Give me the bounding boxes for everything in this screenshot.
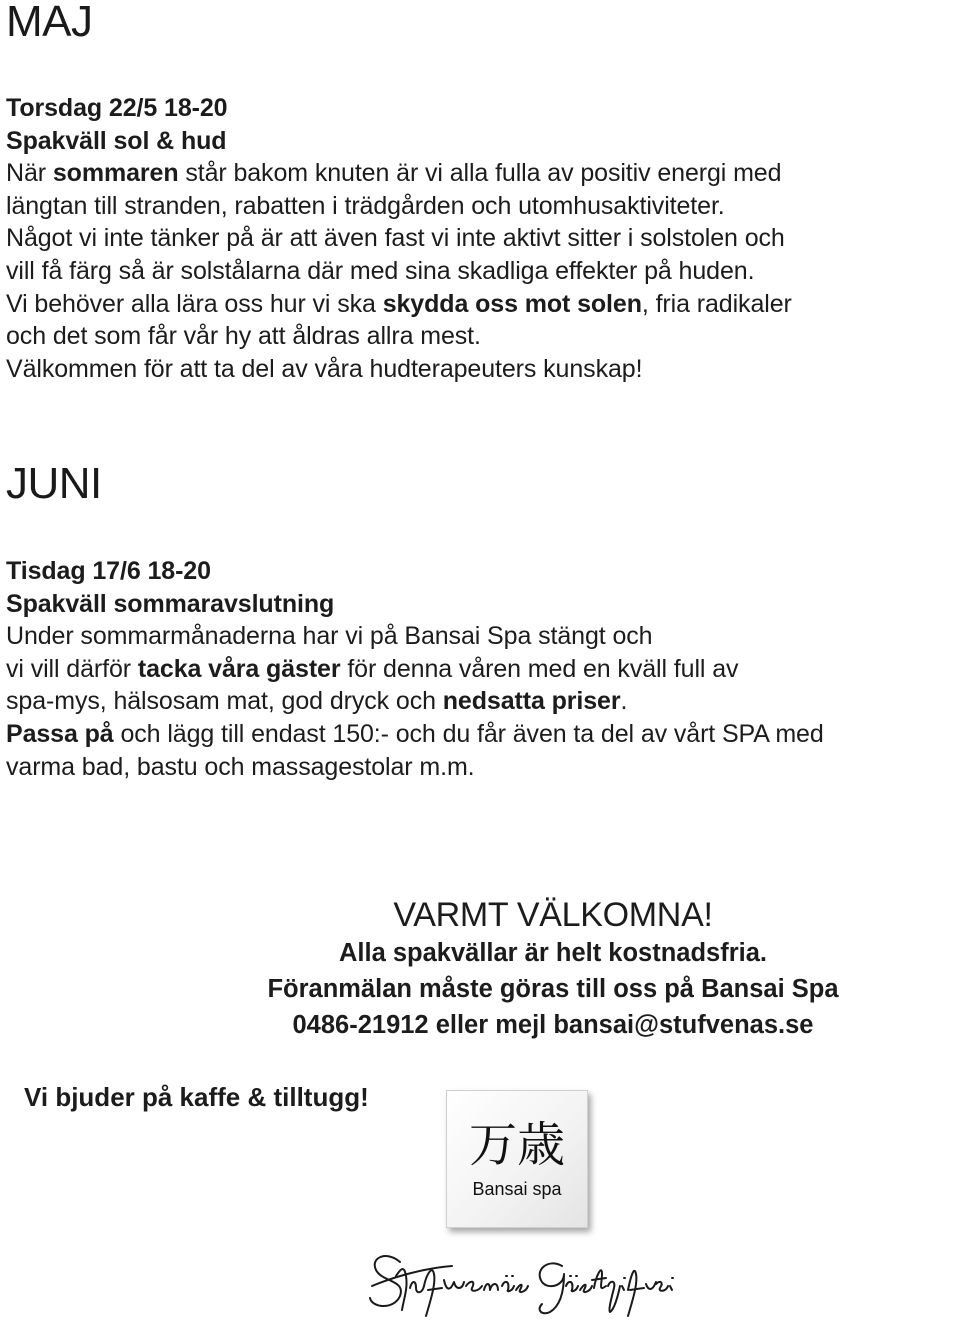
juni-line-2: vi vill därför tacka våra gäster för denna våren med en kväll full av <box>6 654 739 683</box>
juni-heading: JUNI <box>6 459 102 508</box>
maj-event <box>6 92 956 385</box>
maj-heading: MAJ <box>6 0 93 46</box>
juni-line-3: spa-mys, hälsosam mat, god dryck och nedsatta priser. <box>6 687 628 716</box>
maj-line-3: Något vi inte tänker på är att även fast vi inte aktivt sitter i solstolen och <box>6 224 785 253</box>
maj-event-title: Spakväll sol & hud <box>6 126 227 155</box>
registration-info: Föranmälan måste göras till oss på Bansai Spa <box>267 975 839 1003</box>
contact-info: 0486-21912 eller mejl bansai@stufvenas.se <box>292 1011 814 1039</box>
logo-name: Bansai spa <box>472 1179 562 1199</box>
welcome-heading: VARMT VÄLKOMNA! <box>393 896 713 934</box>
logo-kanji: 万歳 <box>468 1117 565 1173</box>
maj-line-4: vill få färg så är solstålarna där med sina skadliga effekter på huden. <box>6 256 755 285</box>
free-info: Alla spakvällar är helt kostnadsfria. <box>338 939 768 967</box>
juni-line-1: Under sommarmånaderna har vi på Bansai Spa stängt och <box>6 622 653 651</box>
maj-date-time: Torsdag 22/5 18-20 <box>6 94 228 122</box>
bansai-spa-logo <box>446 1090 588 1228</box>
juni-date-time: Tisdag 17/6 18-20 <box>6 557 211 585</box>
stufvenas-signature-logo <box>366 1240 676 1322</box>
maj-line-5: Vi behöver alla lära oss hur vi ska skydda oss mot solen, fria radikaler <box>6 289 792 318</box>
juni-line-5: varma bad, bastu och massagestolar m.m. <box>6 752 475 781</box>
closing-info <box>0 895 960 1043</box>
maj-line-2: längtan till stranden, rabatten i trädgården och utomhusaktiviteter. <box>6 191 725 220</box>
maj-line-7: Välkommen för att ta del av våra hudterapeuters kunskap! <box>6 354 643 383</box>
juni-line-4: Passa på och lägg till endast 150:- och du får även ta del av vårt SPA med <box>6 719 824 748</box>
juni-event-title: Spakväll sommaravslutning <box>6 589 335 618</box>
juni-event <box>6 555 956 783</box>
coffee-offer: Vi bjuder på kaffe & tilltugg! <box>24 1082 369 1112</box>
maj-line-6: och det som får vår hy att åldras allra mest. <box>6 322 481 351</box>
maj-line-1: När sommaren står bakom knuten är vi alla fulla av positiv energi med <box>6 159 782 188</box>
